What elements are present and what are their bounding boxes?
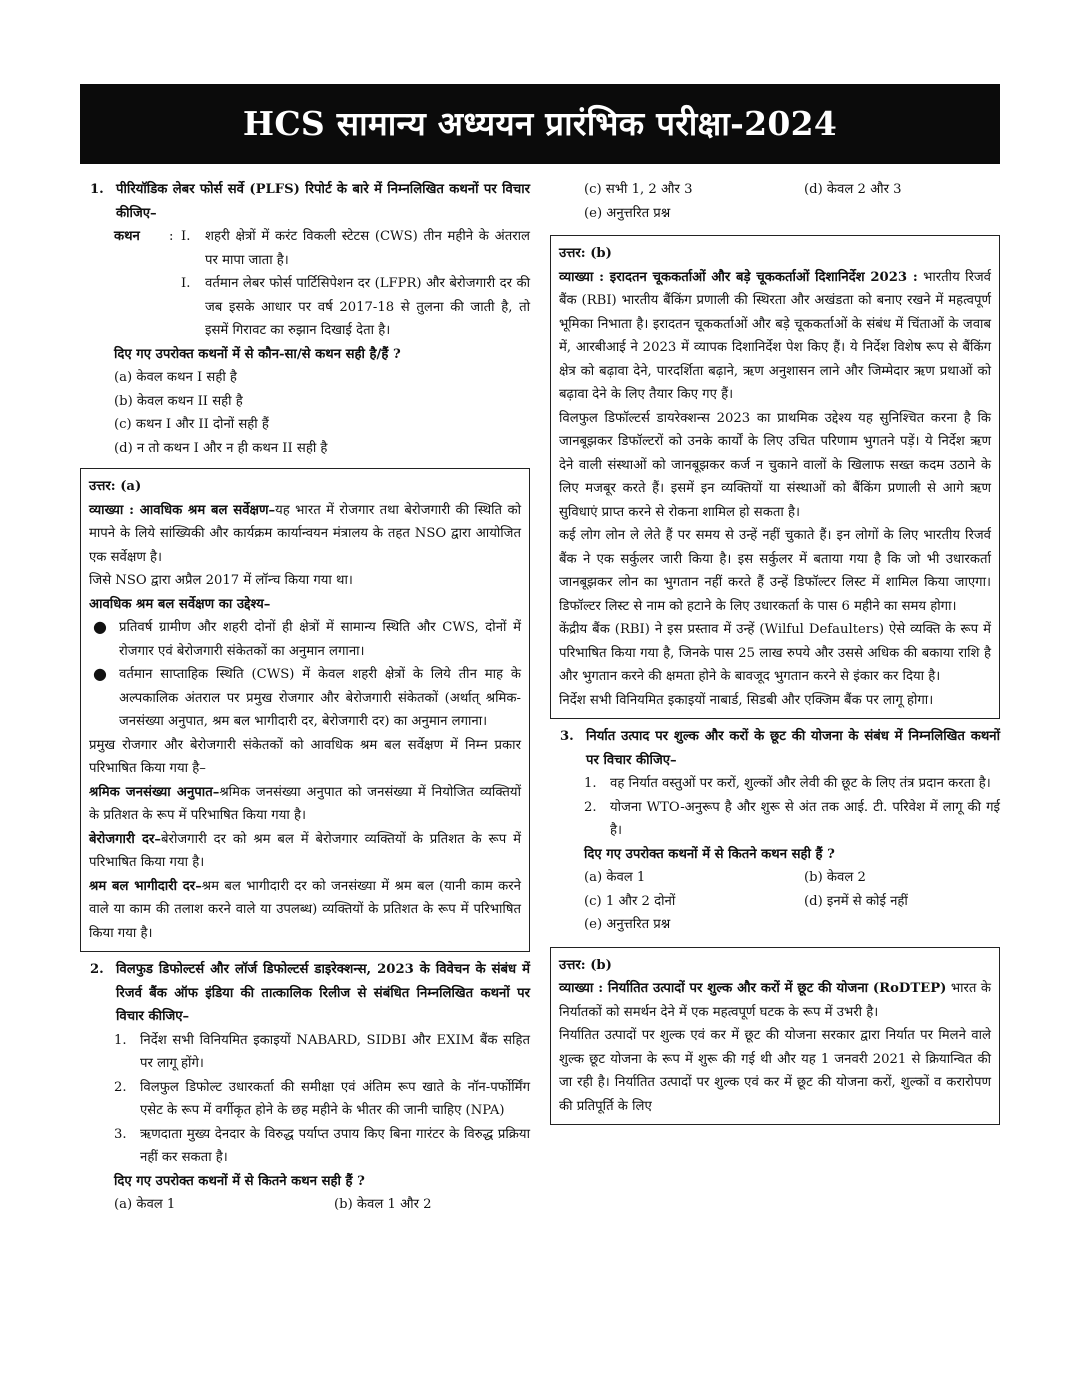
bullet-item: ● प्रतिवर्ष ग्रामीण और शहरी दोनों ही क्षेत्रों में सामान्य स्थिति और CWS, दोनों में रोजगार एवं बेरोजगारी संकेतकों का अनुमान लगाना।	[93, 617, 521, 659]
right-column	[550, 178, 1000, 1131]
objective-heading: आवधिक श्रम बल सर्वेक्षण का उद्देश्य–	[89, 596, 271, 612]
option-e: (e) अनुत्तरित प्रश्न	[584, 205, 671, 221]
list-item: 1. निर्देश सभी विनियमित इकाइयों NABARD, SIDBI और EXIM बैंक सहित पर लागू होंगे।	[114, 1032, 530, 1071]
left-column	[80, 178, 530, 1217]
explanation: व्याख्या : आवधिक श्रम बल सर्वेक्षण–यह भारत में रोजगार तथा बेरोजगारी की स्थिति को मापने के लिये सांख्यिकी और कार्यक्रम कार्यान्वयन मंत्रालय के तहत NSO द्वारा आयोजित एक सर्वेक्षण है।	[89, 502, 522, 565]
option-c: (c) 1 और 2 दोनों	[584, 893, 676, 909]
list-item: 2. विलफुल डिफोल्ट उधारकर्ता की समीक्षा एवं अंतिम रूप खाते के नॉन-पर्फोर्मिंग एसेट के रूप में वर्गीकृत होने के छह महीने के भीतर की जानी चाहिए (NPA)	[114, 1079, 530, 1118]
definition: बेरोजगारी दर–बेरोजगारी दर को श्रम बल में बेरोजगार व्यक्तियों के प्रतिशत के रूप में परिभाषित किया गया है।	[89, 831, 521, 870]
answer-box-1	[80, 468, 530, 952]
question-2: 2. विलफुड डिफोल्टर्स और लॉर्ज डिफोल्टर्स डाइरेक्शन्स, 2023 के विवेचन के संबंध में रिजर्व बैंक ऑफ इंडिया की तात्कालिक रिलीज से संबंधित निम्नलिखित कथनों पर विचार कीजिए–	[90, 962, 530, 1024]
option-a: (a) केवल कथन I सही है	[114, 370, 237, 385]
explanation-para: विलफुल डिफॉल्टर्स डायरेक्शन्स 2023 का प्राथमिक उद्देश्य यह सुनिश्चित करना है कि जानबूझकर डिफॉल्टरों को उनके कार्यों के लिए उचित परिणाम भुगतने पड़ें। ये निर्देश ऋण देने वाली संस्थाओं को जानबूझकर कर्ज न चुकाने वालों के खिलाफ सख्त कदम उठाने के लिए मजबूर करते हैं। इसमें इन व्यक्तियों या संस्थाओं को बैंकिंग प्रणाली से आगे ऋण सुविधाएं प्राप्त करने से रोकना शामिल हो सकता है।	[559, 410, 991, 520]
page-title: HCS सामान्य अध्ययन प्रारंभिक परीक्षा-2024	[242, 103, 838, 143]
option-a: (a) केवल 1	[114, 1197, 176, 1212]
question-1: 1. पीरियॉडिक लेबर फोर्स सर्वे (PLFS) रिपोर्ट के बारे में निम्नलिखित कथनों पर विचार कीजिए–	[90, 182, 530, 221]
page-title-banner	[80, 84, 1000, 164]
answer-label: उत्तर: (b)	[559, 957, 612, 973]
explanation: व्याख्या : इरादतन चूककर्ताओं और बड़े चूककर्ताओं दिशानिर्देश 2023 : भारतीय रिजर्व बैंक (RBI) भारतीय बैंकिंग प्रणाली की स्थिरता और अखंडता को बनाए रखने में महत्वपूर्ण भूमिका निभाता है। इरादतन चूककर्ताओं और बड़े चूककर्ताओं के संबंध में चिंताओं के जवाब में, आरबीआई ने 2023 में व्यापक दिशानिर्देश पेश किए हैं। ये निर्देश विशेष रूप से बैंकिंग क्षेत्र को बढ़ावा देने, पारदर्शिता बढ़ाने, ऋण अनुशासन लाने और जिम्मेदार ऋण प्रथाओं को बढ़ावा देने के लिए तैयार किए गए हैं।	[559, 269, 991, 402]
option-e: (e) अनुत्तरित प्रश्न	[584, 917, 671, 932]
statement-2: I. वर्तमान लेबर फोर्स पार्टिसिपेशन दर (LFPR) और बेरोजगारी दर की जब इसके आधार पर वर्ष 2017-18 से तुलना की जाती है, तो इसमें गिरावट का रुझान दिखाई देता है।	[181, 276, 530, 338]
option-d: (d) केवल 2 और 3	[804, 182, 902, 197]
list-item: 1. वह निर्यात वस्तुओं पर करों, शुल्कों और लेवी की छूट के लिए तंत्र प्रदान करता है।	[584, 776, 991, 791]
option-d: (d) इनमें से कोई नहीं	[804, 893, 908, 909]
explanation-para: जिसे NSO द्वारा अप्रैल 2017 में लॉन्च किया गया था।	[89, 573, 353, 588]
options	[550, 866, 1000, 913]
options	[80, 1193, 530, 1217]
option-b: (b) केवल 1 और 2	[334, 1197, 432, 1212]
statement-1: कथन : I. शहरी क्षेत्रों में करंट विकली स्टेटस (CWS) तीन महीने के अंतराल पर मापा जाता है।	[114, 229, 530, 268]
answer-label: उत्तर: (a)	[89, 479, 142, 494]
question-2-prompt: दिए गए उपरोक्त कथनों में से कितने कथन सही हैं ?	[114, 1173, 365, 1189]
statement-list	[550, 772, 1000, 843]
explanation-para: कई लोग लोन ले लेते हैं पर समय से उन्हें नहीं चुकाते हैं। इन लोगों के लिए भारतीय रिजर्व बैंक ने एक सर्कुलर जारी किया है। इस सर्कुलर में बताया गया है कि जो भी उधारकर्ता जानबूझकर लोन का भुगतान नहीं करते हैं उन्हें डिफॉल्टर लिस्ट में शामिल किया जाएगा। डिफॉल्टर लिस्ट से नाम को हटाने के लिए उधारकर्ता के पास 6 महीने का समय होगा।	[559, 528, 991, 614]
definition: श्रम बल भागीदारी दर–श्रम बल भागीदारी दर को जनसंख्या में श्रम बल (यानी काम करने वाले या काम की तलाश करने वाले या उपलब्ध) व्यक्तियों के प्रतिशत के रूप में परिभाषित किया गया है।	[89, 878, 521, 941]
explanation-para: निर्यातित उत्पादों पर शुल्क एवं कर में छूट की योजना सरकार द्वारा निर्यात पर मिलने वाले शुल्क छूट योजना के रूप में शुरू की गई थी और यह 1 जनवरी 2021 से क्रियान्वित की जा रही है। निर्यातित उत्पादों पर शुल्क एवं कर में छूट की योजना करों, शुल्कों व करारोपण की प्रतिपूर्ति के लिए	[559, 1028, 991, 1114]
answer-label: उत्तर: (b)	[559, 246, 612, 261]
question-3-prompt: दिए गए उपरोक्त कथनों में से कितने कथन सही हैं ?	[584, 846, 835, 862]
option-c: (c) सभी 1, 2 और 3	[584, 182, 693, 197]
answer-box-2	[550, 235, 1000, 719]
question-1-prompt: दिए गए उपरोक्त कथनों में से कौन-सा/से कथन सही है/हैं ?	[114, 346, 401, 362]
explanation-para: निर्देश सभी विनियमित इकाइयों नाबार्ड, सिडबी और एक्जिम बैंक पर लागू होगा।	[559, 692, 934, 708]
explanation: व्याख्या : निर्यातित उत्पादों पर शुल्क और करों में छूट की योजना (RoDTEP) भारत के निर्यातकों को समर्थन देने में एक महत्वपूर्ण घटक के रूप में उभरी है।	[559, 981, 991, 1020]
options-continued	[550, 178, 1000, 202]
definition: श्रमिक जनसंख्या अनुपात–श्रमिक जनसंख्या अनुपात को जनसंख्या में नियोजित व्यक्तियों के प्रतिशत के रूप में परिभाषित किया गया है।	[89, 784, 521, 823]
option-d: (d) न तो कथन I और न ही कथन II सही है	[114, 440, 328, 456]
list-item: 3. ऋणदाता मुख्य देनदार के विरुद्ध पर्याप्त उपाय किए बिना गारंटर के विरुद्ध प्रक्रिया नहीं कर सकता है।	[114, 1126, 530, 1165]
answer-box-3	[550, 947, 1000, 1126]
list-item: 2. योजना WTO-अनुरूप है और शुरू से अंत तक आई. टी. परिवेश में लागू की गई है।	[584, 799, 1000, 838]
option-a: (a) केवल 1	[584, 870, 646, 885]
option-b: (b) केवल 2	[804, 870, 866, 885]
bullet-item: ● वर्तमान साप्ताहिक स्थिति (CWS) में केवल शहरी क्षेत्रों के लिये तीन माह के अल्पकालिक अंतराल पर प्रमुख रोजगार और बेरोजगारी संकेतकों (अर्थात् श्रमिक-जनसंख्या अनुपात, श्रम बल भागीदारी दर, बेरोजगारी दर) का अनुमान लगाना।	[93, 664, 521, 729]
statement-list	[80, 1029, 530, 1170]
definitions-intro: प्रमुख रोजगार और बेरोजगारी संकेतकों को आवधिक श्रम बल सर्वेक्षण में निम्न प्रकार परिभाषित किया गया है–	[89, 737, 521, 776]
question-3: 3. निर्यात उत्पाद पर शुल्क और करों के छूट की योजना के संबंध में निम्नलिखित कथनों पर विचार कीजिए–	[560, 729, 1000, 768]
explanation-para: केंद्रीय बैंक (RBI) ने इस प्रस्ताव में उन्हें (Wilful Defaulters) ऐसे व्यक्ति के रूप में परिभाषित किया गया है, जिनके पास 25 लाख रुपये और उससे अधिक की बकाया राशि है और भुगतान करने की क्षमता होने के बावजूद भुगतान करने से इंकार कर दिया है।	[559, 622, 991, 684]
option-c: (c) कथन I और II दोनों सही हैं	[114, 417, 269, 432]
option-b: (b) केवल कथन II सही है	[114, 393, 243, 409]
